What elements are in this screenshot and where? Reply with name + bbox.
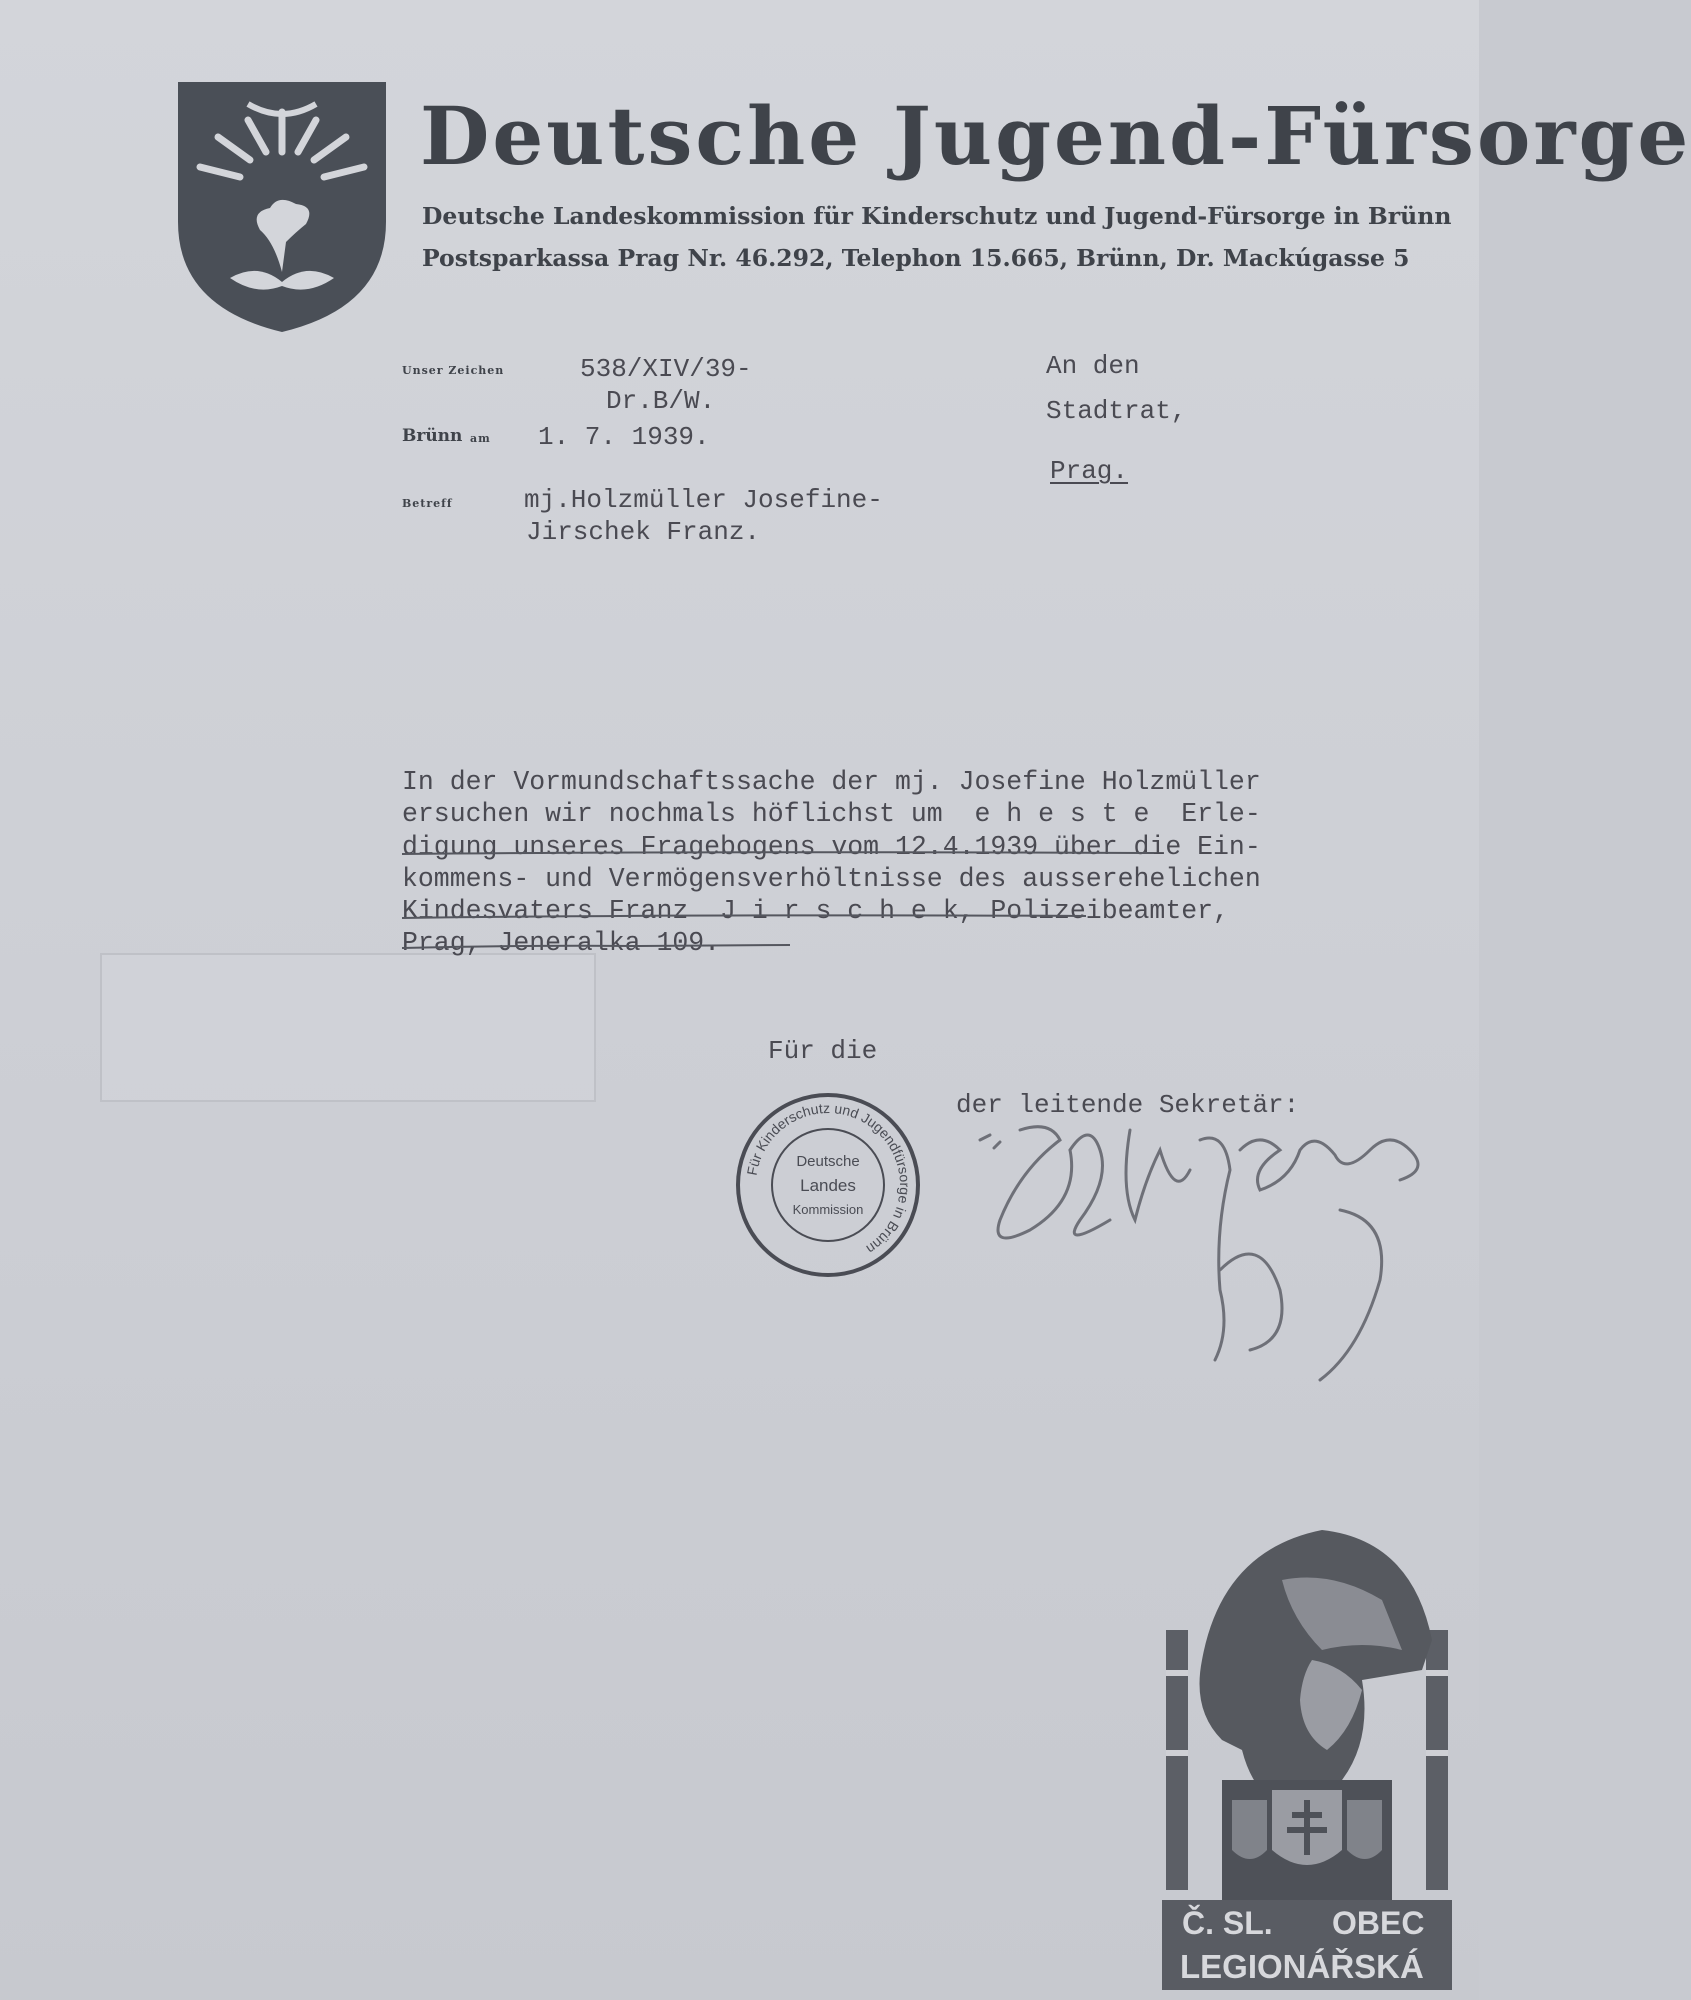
hand-underlines	[400, 850, 1360, 970]
stamp-center-line-3: Kommission	[792, 1202, 864, 1217]
date-label: am	[470, 432, 491, 445]
handwritten-signature	[960, 1110, 1440, 1390]
reference-label: Unser Zeichen	[402, 364, 505, 377]
subject-line-1: mj.Holzmüller Josefine-	[524, 485, 883, 515]
recipient-line-1: An den	[1046, 351, 1140, 381]
subject-label: Betreff	[402, 497, 453, 510]
watermark-line-2: OBEC	[1332, 1905, 1425, 1941]
stamp-ring-text: Für Kinderschutz und Jugendfürsorge in Brünn	[743, 1099, 914, 1258]
stamp-center-line-1: Deutsche	[796, 1153, 860, 1170]
body-line-5: Kindesvaters Franz J i r s c h e k, Polizeibeamter,	[402, 896, 1229, 926]
closing-role: der leitende Sekretär:	[956, 1090, 1300, 1120]
subject-line-2: Jirschek Franz.	[526, 517, 761, 547]
faint-show-through-box	[100, 953, 596, 1102]
recipient-line-3: Prag.	[1050, 456, 1129, 486]
watermark-line-3: LEGIONÁŘSKÁ	[1180, 1948, 1424, 1985]
body-line-6: Prag, Jeneralka 109.	[402, 928, 721, 958]
letter-date: 1. 7. 1939.	[538, 422, 710, 452]
reference-number: 538/XIV/39-	[580, 354, 752, 384]
reference-initials: Dr.B/W.	[606, 386, 716, 416]
stamp-center-line-2: Landes	[800, 1176, 856, 1195]
closing-for-line: Für die	[768, 1036, 878, 1066]
body-line-4: kommens- und Vermögensverhöltnisse des ausserehelichen	[402, 864, 1261, 894]
letterhead-subtitle: Deutsche Landeskommission für Kinderschutz und Jugend-Fürsorge in Brünn	[422, 202, 1452, 230]
body-line-2: ersuchen wir nochmals höflichst um e h e s t e Erle-	[402, 799, 1261, 829]
watermark-line-1: Č. SL.	[1182, 1905, 1273, 1941]
recipient-line-2: Stadtrat,	[1046, 396, 1187, 426]
letterhead-address: Postsparkassa Prag Nr. 46.292, Telephon 15.665, Brünn, Dr. Mackúgasse 5	[422, 244, 1410, 272]
body-line-1: In der Vormundschaftssache der mj. Josefine Holzmüller	[402, 767, 1261, 797]
sun-and-flower-shield-icon	[178, 82, 386, 332]
letterhead-title: Deutsche Jugend-Fürsorge	[420, 89, 1691, 183]
round-official-stamp	[733, 1090, 923, 1280]
place-label: Brünn	[402, 426, 463, 446]
body-line-3: digung unseres Fragebogens vom 12.4.1939 über die Ein-	[402, 832, 1261, 862]
legionnaire-helmet-emblem-icon	[1162, 1510, 1452, 1990]
